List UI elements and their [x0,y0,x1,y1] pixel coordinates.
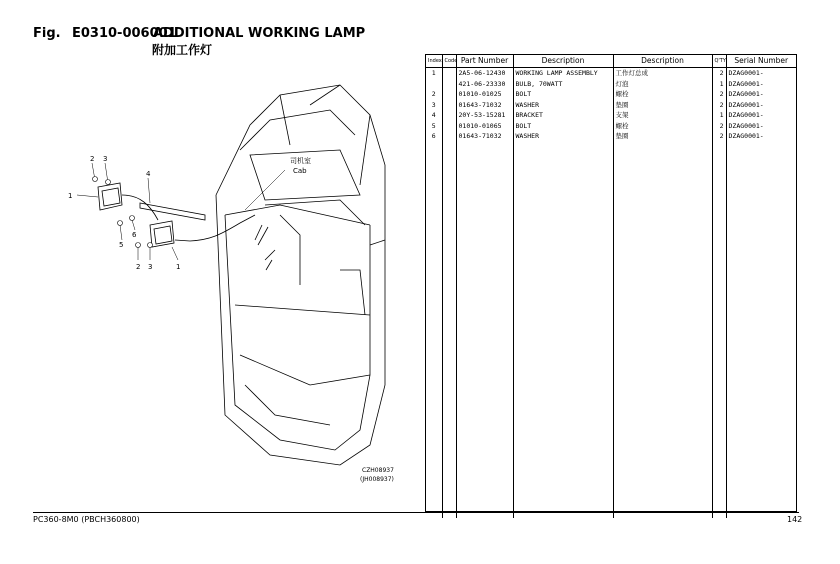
column-header-description-cn: Description [613,55,712,68]
row-description: WORKING LAMP ASSEMBLY [513,68,613,79]
table-row [426,89,796,100]
row-serial: DZAG0001- [728,121,764,130]
row-description-cn: 垫圈 [613,100,712,111]
row-qty: 2 [712,89,726,100]
row-index: 5 [426,121,442,132]
parts-list [425,54,797,512]
callout-4: 4 [146,170,151,178]
row-qty: 1 [712,79,726,90]
row-description: BULB, 70WATT [513,79,613,90]
row-index: 4 [426,110,442,121]
row-description-cn: 螺栓 [613,89,712,100]
fig-label: Fig. [33,26,61,41]
callout-2b: 2 [136,263,141,271]
table-filler-row [426,142,796,518]
row-code [442,110,456,121]
page-title: ADDITIONAL WORKING LAMP [153,26,366,41]
row-serial: DZAG0001- [728,100,764,109]
cab-label: Cab [293,167,307,175]
row-serial: DZAG0001- [728,132,764,140]
row-part-number: 01643-71032 [456,100,513,111]
table-row [426,110,796,121]
row-index [426,79,442,90]
drawing-code-alt: (JH008937) [360,476,394,483]
row-code [442,100,456,111]
row-qty: 2 [712,131,726,142]
row-code [442,89,456,100]
row-description-cn: 工作灯总成 [613,68,712,79]
row-description: BOLT [513,121,613,132]
row-serial: DZAG0001- [728,111,764,119]
row-qty: 1 [712,110,726,121]
footer-model: PC360-8M0 (PBCH360800) [33,515,140,524]
row-qty: 2 [712,68,726,79]
row-description-cn: 支架 [613,110,712,121]
row-description-cn: 垫圈 [613,131,712,142]
row-description-cn: 灯泡 [613,79,712,90]
row-description-cn: 螺栓 [613,121,712,132]
row-part-number: 2A5-06-12430 [456,68,513,79]
row-part-number: 01010-01065 [456,121,513,132]
cab-label-chinese: 司机室 [290,157,311,165]
parts-table [426,55,796,518]
row-index: 6 [426,131,442,142]
table-row [426,100,796,111]
column-header-index: Index [426,55,442,68]
row-description: BOLT [513,89,613,100]
callout-2: 2 [90,155,95,163]
column-header-qty: Q'TY [712,55,726,68]
column-header-part-number: Part Number [456,55,513,68]
page-number: 142 [787,515,803,524]
callout-5: 5 [119,241,124,249]
drawing-code: CZH08937 [362,467,394,474]
footer-rule [33,512,799,513]
row-description: BRACKET [513,110,613,121]
row-qty: 2 [712,121,726,132]
callout-6: 6 [132,231,137,239]
table-row [426,68,796,79]
row-code [442,79,456,90]
row-part-number: 421-06-23330 [456,79,513,90]
row-code [442,68,456,79]
table-row [426,121,796,132]
row-serial: DZAG0001- [728,79,764,88]
callout-3b: 3 [148,263,153,271]
row-part-number: 20Y-53-15281 [456,110,513,121]
row-description: WASHER [513,131,613,142]
callout-1: 1 [68,192,73,200]
page-title-chinese: 附加工作灯 [152,43,213,57]
callout-1b: 1 [176,263,181,271]
row-description: WASHER [513,100,613,111]
table-row [426,131,796,142]
table-header-row [426,55,796,68]
row-index: 3 [426,100,442,111]
row-part-number: 01643-71032 [456,131,513,142]
callout-3: 3 [103,155,108,163]
column-header-code: Code [442,55,456,68]
fig-code: E0310-006001 [72,26,177,41]
row-serial: DZAG0001- [728,69,764,77]
row-serial: DZAG0001- [728,90,764,98]
table-row [426,79,796,90]
row-part-number: 01010-01025 [456,89,513,100]
row-code [442,131,456,142]
row-index: 2 [426,89,442,100]
exploded-parts-drawing [40,55,425,510]
row-qty: 2 [712,100,726,111]
column-header-description: Description [513,55,613,68]
column-header-serial-number: Serial Number [726,55,796,68]
row-code [442,121,456,132]
row-index: 1 [426,68,442,79]
